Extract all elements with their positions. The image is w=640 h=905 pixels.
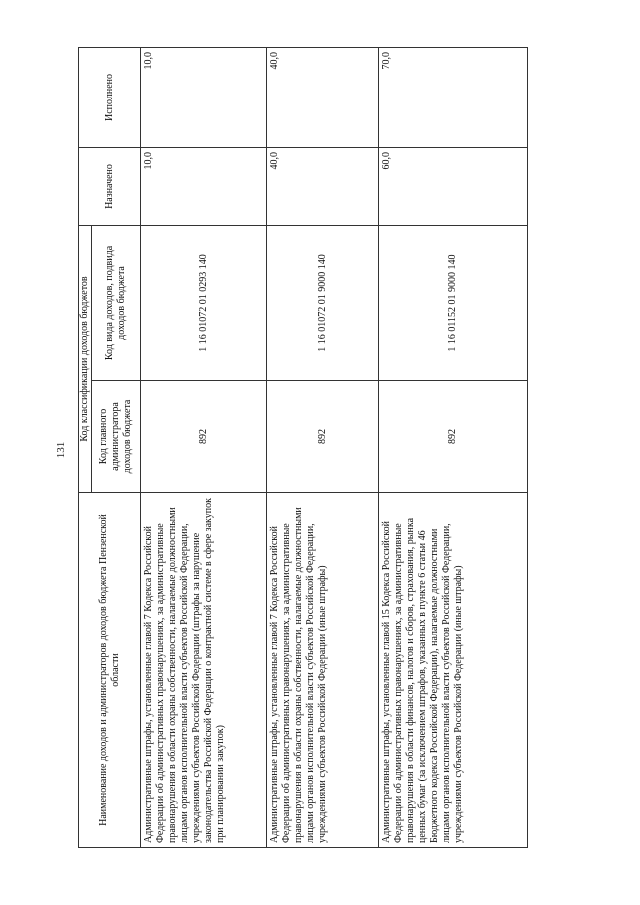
row-revenue-code: 1 16 01072 01 0293 140	[141, 226, 267, 381]
row-name: Административные штрафы, установленные главой 7 Кодекса Российской Федерации об административных правонарушениях, за административные правонарушения в области охраны собственности, налагаемые должностными лицами органов исполнительной власти субъектов Российской Федерации, учреждениями субъектов Российской Федерации (штрафы за нарушение законодательства Российской Федерации о контрактной системе в сфере закупок при планировании закупок)	[141, 493, 267, 848]
row-assigned: 60,0	[379, 148, 528, 226]
row-revenue-code: 1 16 01072 01 9000 140	[267, 226, 379, 381]
row-admin-code: 892	[141, 381, 267, 493]
page-number: 131	[55, 441, 67, 459]
rotated-table-container	[78, 48, 523, 848]
header-revenue-code: Код вида доходов, подвида доходов бюджета	[92, 226, 141, 381]
table-row	[267, 48, 379, 848]
budget-revenue-table	[78, 47, 528, 848]
header-name: Наименование доходов и администраторов доходов бюджета Пензенской области	[79, 493, 141, 848]
row-executed: 10,0	[141, 48, 267, 148]
row-executed: 70,0	[379, 48, 528, 148]
table-row	[141, 48, 267, 848]
row-assigned: 40,0	[267, 148, 379, 226]
table-row	[379, 48, 528, 848]
table-body	[141, 48, 528, 848]
row-executed: 40,0	[267, 48, 379, 148]
table-header	[79, 48, 141, 848]
row-revenue-code: 1 16 01152 01 9000 140	[379, 226, 528, 381]
header-assigned: Назначено	[79, 148, 141, 226]
row-assigned: 10,0	[141, 148, 267, 226]
header-executed: Исполнено	[79, 48, 141, 148]
header-admin-code: Код главного администратора доходов бюджета	[92, 381, 141, 493]
row-name: Административные штрафы, установленные главой 15 Кодекса Российской Федерации об административных правонарушениях, за административные правонарушения в области финансов, налогов и сборов, страхования, рынка ценных бумаг (за исключением штрафов, указанных в пункте 6 статьи 46 Бюджетного кодекса Российской Федерации), налагаемые должностными лицами органов исполнительной власти субъектов Российской Федерации, учреждениями субъектов Российской Федерации (иные штрафы)	[379, 493, 528, 848]
row-admin-code: 892	[379, 381, 528, 493]
row-admin-code: 892	[267, 381, 379, 493]
row-name: Административные штрафы, установленные главой 7 Кодекса Российской Федерации об административных правонарушениях, за административные правонарушения в области охраны собственности, налагаемые должностными лицами органов исполнительной власти субъектов Российской Федерации, учреждениями субъектов Российской Федерации (иные штрафы)	[267, 493, 379, 848]
header-classification: Код классификации доходов бюджетов	[79, 226, 92, 493]
